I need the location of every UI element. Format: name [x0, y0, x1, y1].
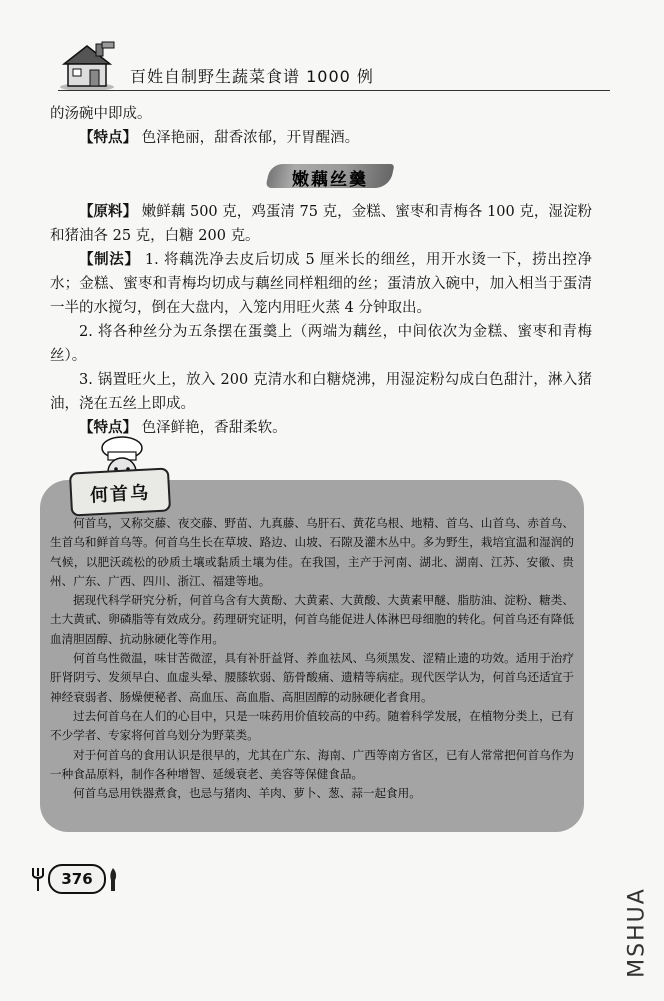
ingredients-paragraph	[50, 200, 592, 248]
info-paragraph: 何首乌性微温，味甘苦微涩，具有补肝益肾、养血祛风、乌须黑发、涩精止遗的功效。适用于治疗肝肾阴亏、发须早白、血虚头晕、腰膝软弱、筋骨酸痛、遗精等病症。现代医学认为，何首乌还适宜于神经衰弱者、肠燥便秘者、高血压、高血脂、高胆固醇的动脉硬化者食用。	[50, 651, 574, 704]
watermark	[622, 880, 652, 990]
intro-section	[50, 102, 592, 150]
recipe-title: 嫩藕丝羹	[292, 170, 368, 190]
fork-icon	[30, 866, 46, 892]
info-box-text	[50, 514, 574, 803]
recipe-title-banner	[268, 158, 392, 194]
ingredients-text: 嫩鲜藕 500 克，鸡蛋清 75 克，金糕、蜜枣和青梅各 100 克，湿淀粉和猪油各 25 克，白糖 200 克。	[50, 204, 592, 244]
info-paragraph: 何首乌忌用铁器煮食，也忌与猪肉、羊肉、萝卜、葱、蒜一起食用。	[73, 786, 421, 801]
info-box-title-tab	[69, 467, 171, 516]
page-header	[58, 40, 618, 98]
page-number: 376	[61, 870, 93, 888]
method-step-1	[50, 248, 592, 320]
recipe-body	[50, 200, 592, 440]
watermark-text: MSHUA	[624, 887, 650, 978]
feature-text: 色泽鲜艳，香甜柔软。	[141, 420, 287, 436]
feature-label: 【特点】	[79, 130, 137, 146]
info-paragraph: 何首乌，又称交藤、夜交藤、野苗、九真藤、乌肝石、黄花乌根、地精、首乌、山首乌、赤首乌、生首乌和鲜首乌等。何首乌生长在草坡、路边、山坡、石隙及灌木丛中。多为野生，栽培宜温和湿润的气候，以肥沃疏松的砂质土壤或黏质土壤为佳。在我国，主产于河南、湖北、湖南、江苏、安徽、贵州、广东、广西、四川、浙江、福建等地。	[50, 516, 574, 588]
info-box-title: 何首乌	[89, 482, 151, 507]
intro-feature	[50, 126, 592, 150]
method-step-2: 2. 将各种丝分为五条摆在蛋羹上（两端为藕丝，中间依次为金糕、蜜枣和青梅丝）。	[50, 324, 592, 364]
info-paragraph: 据现代科学研究分析，何首乌含有大黄酚、大黄素、大黄酸、大黄素甲醚、脂肪油、淀粉、糖类、土大黄甙、卵磷脂等有效成分。药理研究证明，何首乌能促进人体淋巴母细胞的转化。何首乌还有降低血清胆固醇、抗动脉硬化等作用。	[50, 593, 574, 646]
info-paragraph: 对于何首乌的食用认识是很早的，尤其在广东、海南、广西等南方省区，已有人常常把何首乌作为一种食品原料，制作各种增智、延缓衰老、美容等保健食品。	[50, 747, 574, 781]
feature-text: 色泽艳丽，甜香浓郁，开胃醒酒。	[141, 130, 360, 146]
book-title: 百姓自制野生蔬菜食谱 1000 例	[130, 67, 374, 86]
step-1-text: 1. 将藕洗净去皮后切成 5 厘米长的细丝，用开水烫一下，捞出控净水；金糕、蜜枣和青梅均切成与藕丝同样粗细的丝；蛋清放入碗中，加入相当于蛋清一半的水搅匀，倒在大盘内，入笼内用旺火蒸 4 分钟取出。	[50, 252, 593, 316]
house-icon	[58, 40, 116, 92]
page-number-badge	[30, 864, 120, 894]
continuation-text: 的汤碗中即成。	[50, 106, 152, 122]
method-step-3: 3. 锅置旺火上，放入 200 克清水和白糖烧沸，用湿淀粉勾成白色甜汁，淋入猪油，浇在五丝上即成。	[50, 372, 592, 412]
feature-label: 【特点】	[79, 420, 137, 436]
method-label: 【制法】	[79, 252, 140, 268]
knife-icon	[106, 866, 120, 892]
info-paragraph: 过去何首乌在人们的心目中，只是一味药用价值较高的中药。随着科学发展，在植物分类上，已有不少学者、专家将何首乌划分为野菜类。	[50, 708, 574, 743]
header-divider	[58, 90, 610, 91]
page-number-oval	[48, 864, 106, 894]
ingredients-label: 【原料】	[79, 204, 138, 220]
